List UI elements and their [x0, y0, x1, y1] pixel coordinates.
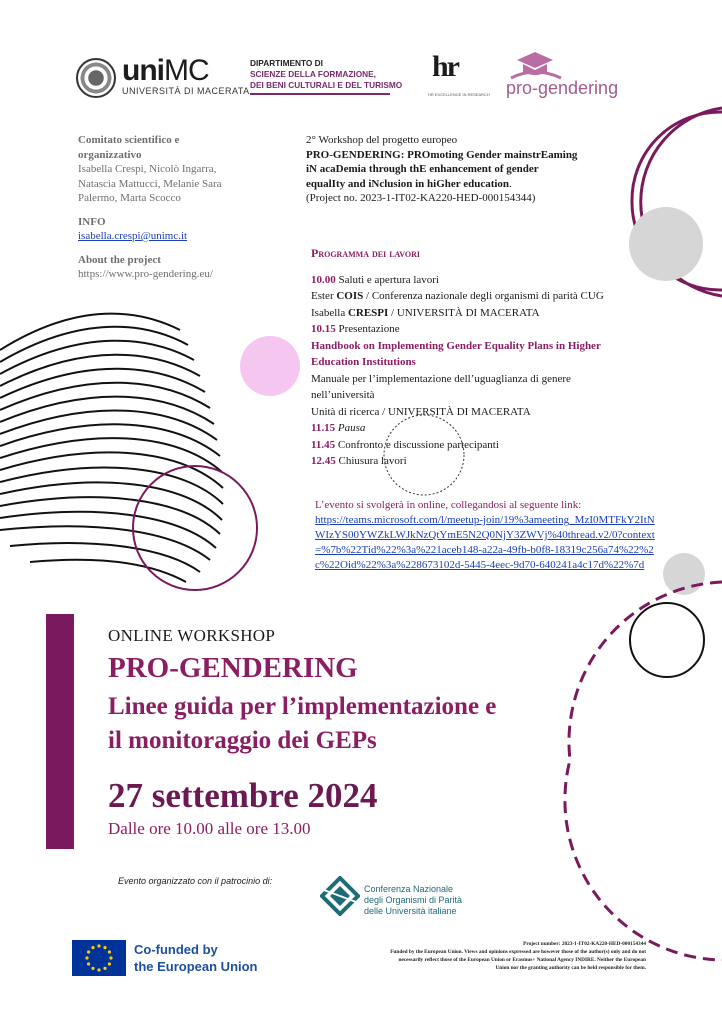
wave-lines-graphic	[0, 314, 223, 582]
handbook-title: Handbook on Implementing Gender Equality Plans in Higher	[311, 339, 601, 352]
unimc-seal-logo	[76, 58, 116, 98]
event-kind: ONLINE WORKSHOP	[108, 626, 276, 645]
programme-item: 10.00 Saluti e apertura lavori	[311, 273, 439, 286]
committee-members: Isabella Crespi, Nicolò Ingarra,	[78, 163, 217, 175]
grey-dot-small	[663, 553, 705, 595]
programme-item: 11.15 Pausa	[311, 422, 366, 434]
programme-item: 12.45 Chiusura lavori	[311, 455, 407, 467]
black-ring-right	[630, 603, 704, 677]
accent-bar	[46, 614, 74, 849]
research-unit: Unità di ricerca / UNIVERSITÀ DI MACERATA	[311, 405, 531, 418]
manual-description: Manuale per l’implementazione dell’uguaglianza di genere	[311, 372, 571, 385]
committee-block: Comitato scientifico e organizzativo Isabella Crespi, Nicolò Ingarra, Natascia Mattucci, Melanie Sara Palermo, Marta Scocco INFO isabella.crespi@unimc.it About the project https://www.pro-gendering.eu/	[78, 133, 263, 282]
online-info	[315, 498, 665, 573]
programme-item: 11.45 Confronto e discussione partecipanti	[311, 438, 499, 451]
funding-disclaimer: Project number: 2023-1-IT02-KA220-HED-000154344 Funded by the European Union. Views and opinions expressed are however those of the author(s) only and do not necessarily reflect those of the European Union or Erasmus+ National Agency INDIRE. Neither the European Union nor the granting authority can be held responsible for them.	[390, 941, 646, 971]
unimc-logo: uniMC	[122, 54, 209, 87]
eu-flag-icon	[72, 940, 126, 976]
pink-dot	[240, 336, 300, 396]
about-heading: About the project	[78, 253, 161, 266]
eu-cofunded-label: Co-funded by the European Union	[134, 942, 258, 974]
hr-excellence-logo: hr	[432, 50, 458, 83]
teams-meeting-link[interactable]: https://teams.microsoft.com/l/meetup-join/19%3ameeting_MzI0MTFkY2ItNWIzYS00YWZkLWJkNzQtYmE5N2Q0NjY3ZWVj%40thread.v2/0?context=%7b%22Tid%22%3a%221aceb148-a22a-49fb-b0f8-18319c256a74%22%2c%22Oid%22%3a%228673102d-5445-4eec-9d70-640241a4c17d%22%7d	[315, 514, 655, 571]
plum-ring-left	[133, 466, 257, 590]
programme-title: Programma dei lavori	[311, 246, 421, 260]
department-logo: DIPARTIMENTO DI SCIENZE DELLA FORMAZIONE, DEI BENI CULTURALI E DEL TURISMO	[250, 58, 403, 90]
event-title: PRO-GENDERING	[108, 652, 358, 684]
conference-logo-text: Conferenza Nazionale degli Organismi di Parità delle Università italiane	[364, 884, 463, 916]
event-hours: Dalle ore 10.00 alle ore 13.00	[108, 819, 311, 838]
speaker-line: Ester COIS / Conferenza nazionale degli organismi di parità CUG	[311, 290, 604, 302]
patronage-label: Evento organizzato con il patrocinio di:	[118, 876, 273, 886]
hr-logo-subtitle: HR EXCELLENCE IN RESEARCH	[428, 92, 490, 97]
department-underline	[250, 93, 390, 95]
conference-logo-icon	[320, 876, 360, 916]
info-heading: INFO	[78, 215, 106, 228]
programme-item: 10.15 Presentazione	[311, 323, 400, 335]
unimc-logo-subtitle: UNIVERSITÀ DI MACERATA	[122, 86, 250, 96]
programme-block: Programma dei lavori 10.00 Saluti e apertura lavori Ester COIS / Conferenza nazionale degli organismi di parità CUG Isabella CRESPI / UNIVERSITÀ DI MACERATA 10.15 Presentazione Handbook on Implementing Gender Equality Plans in Higher Education Institutions Manuale per l’implementazione dell’uguaglianza di genere nell’università Unità di ricerca / UNIVERSITÀ DI MACERATA 11.15 Pausa 11.45 Confronto e discussione partecipanti 12.45 Chiusura lavori	[311, 245, 656, 470]
dashed-arc-bottom-right	[565, 582, 722, 960]
about-url: https://www.pro-gendering.eu/	[78, 268, 213, 280]
event-date: 27 settembre 2024	[108, 776, 378, 815]
pro-gendering-logo: pro-gendering	[506, 78, 619, 98]
workshop-intro: 2° Workshop del progetto europeo PRO-GENDERING: PROmoting Gender mainstrEaming iN acaDemia through thE enhancement of gender equalIty and iNclusion in hiGher education. (Project no. 2023-1-IT02-KA220-HED-000154344)	[306, 134, 578, 204]
committee-heading: Comitato scientifico e	[78, 134, 180, 146]
speaker-line: Isabella CRESPI / UNIVERSITÀ DI MACERATA	[311, 306, 540, 319]
online-lead: L’evento si svolgerà in online, collegandosi al seguente link:	[315, 499, 582, 511]
event-subtitle: Linee guida per l’implementazione e il monitoraggio dei GEPs	[108, 693, 497, 754]
info-email-link[interactable]: isabella.crespi@unimc.it	[78, 230, 188, 242]
